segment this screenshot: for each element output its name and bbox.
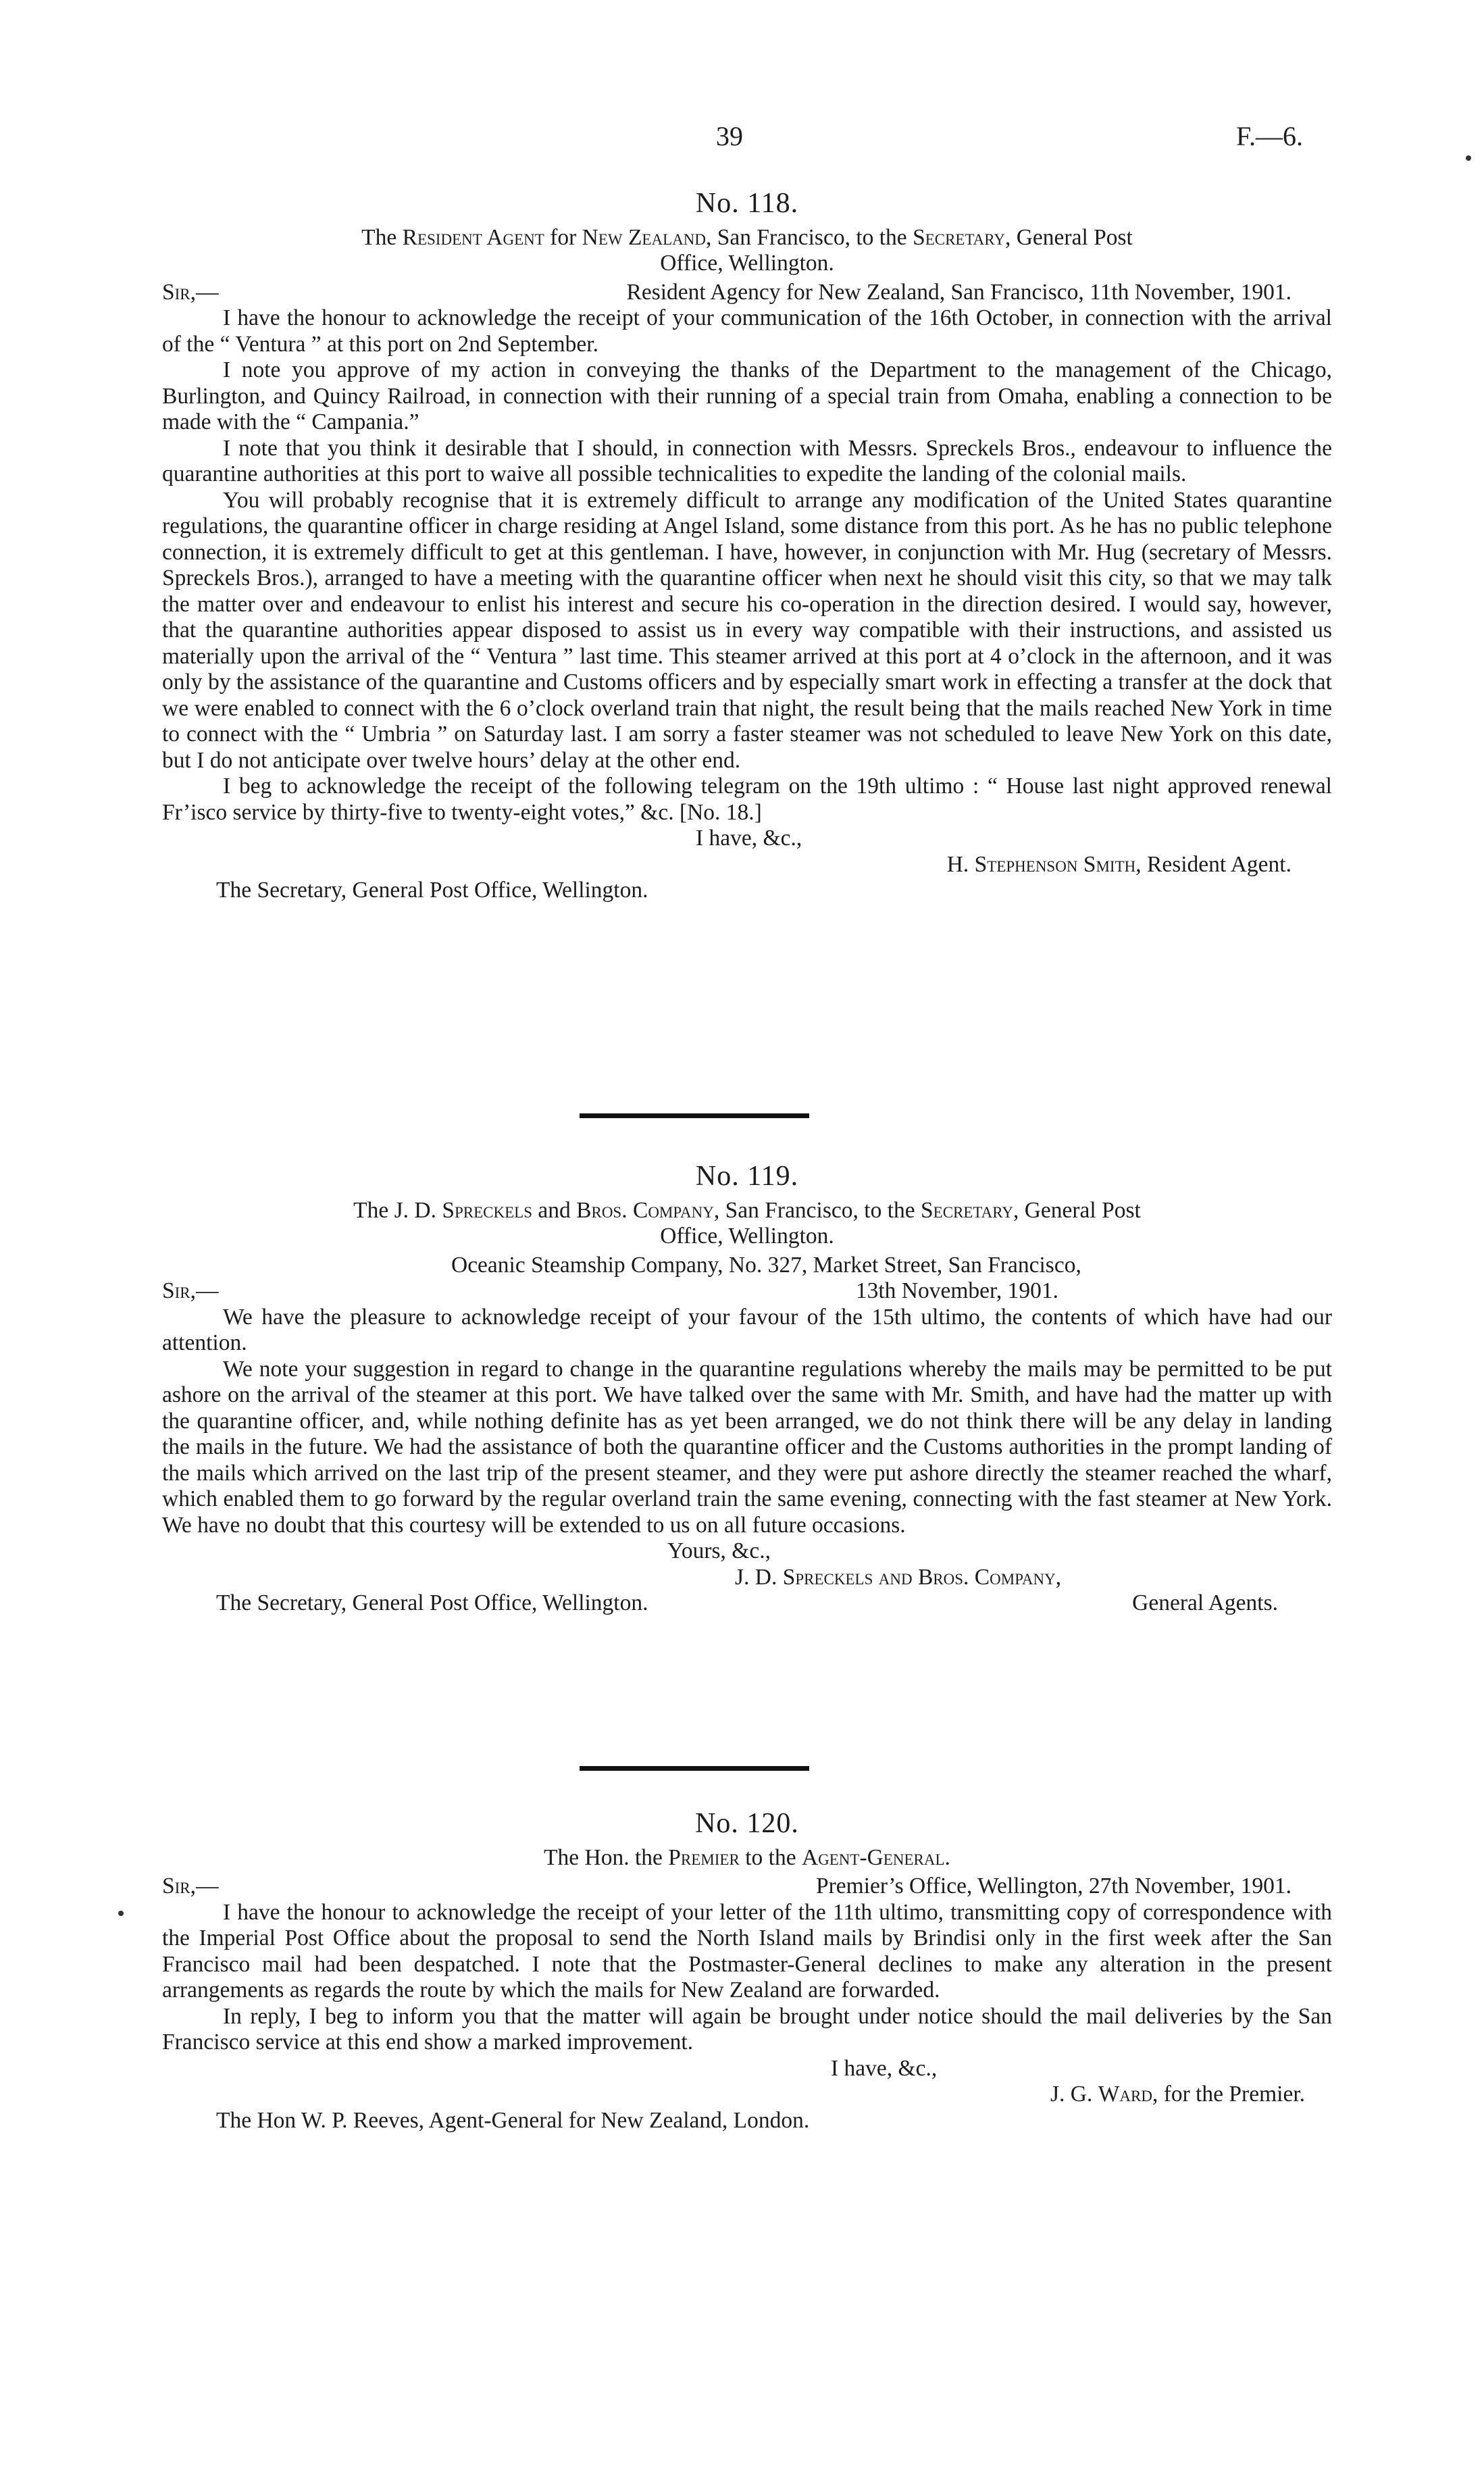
paragraph: We have the pleasure to acknowledge receipt of your favour of the 15th ultimo, the contents of which have had our attention. (162, 1304, 1332, 1355)
section-divider (580, 1766, 809, 1771)
paragraph: I beg to acknowledge the receipt of the following telegram on the 19th ultimo : “ House last night approved renewal Fr’isco service by thirty-five to twenty-eight votes,” &c. [No. 18.] (162, 774, 1332, 825)
letter-heading: The J. D. Spreckels and Bros. Company, San Francisco, to the Secretary, General Post Office, Wellington. (353, 1197, 1141, 1249)
closing: I have, &c., (696, 826, 802, 851)
addressee-line (162, 1590, 1332, 1617)
letter-120 (162, 1808, 1332, 2134)
signature-role: General Agents. (1132, 1590, 1278, 1615)
signature: J. D. Spreckels and Bros. Company, (735, 1564, 1062, 1590)
margin-speck (1466, 155, 1471, 161)
margin-speck (118, 1911, 124, 1916)
letter-118 (162, 188, 1332, 904)
paragraph: I have the honour to acknowledge the receipt of your letter of the 11th ultimo, transmitting copy of correspondence with the Imperial Post Office about the proposal to send the North Island mails by Brindisi only in the first week after the San Francisco mail had been despatched. I note that the Postmaster-General declines to make any alteration in the present arrangements as regards the route by which the mails for New Zealand are forwarded. (162, 1899, 1332, 2003)
dateline: Resident Agency for New Zealand, San Francisco, 11th November, 1901. (626, 279, 1291, 305)
salutation: Sir,— (162, 1873, 219, 1898)
document-reference: F.—6. (1236, 121, 1304, 151)
paragraph: I note you approve of my action in conveying the thanks of the Department to the management of the Chicago, Burlington, and Quincy Railroad, in connection with their running of a special train from Omaha, enabling a connection to be made with the “ Campania.” (162, 357, 1332, 434)
dateline-date: 13th November, 1901. (855, 1278, 1058, 1303)
dateline: Oceanic Steamship Company, No. 327, Market Street, San Francisco, (451, 1252, 1081, 1278)
letter-number: No. 120. (695, 1808, 799, 1839)
letter-heading: The Hon. the Premier to the Agent-General. (544, 1844, 950, 1870)
letter-number: No. 118. (695, 188, 799, 219)
page-number: 39 (716, 121, 743, 151)
signature: H. Stephenson Smith, Resident Agent. (946, 851, 1291, 877)
section-divider (580, 1113, 809, 1118)
letter-119 (162, 1163, 1332, 1617)
salutation: Sir,— (162, 279, 219, 305)
letter-number: No. 119. (695, 1161, 799, 1192)
closing: Yours, &c., (667, 1538, 771, 1563)
letter-heading: The Resident Agent for New Zealand, San Francisco, to the Secretary, General Post Office, Wellington. (361, 224, 1133, 276)
paragraph: We note your suggestion in regard to change in the quarantine regulations whereby the mails may be permitted to be put ashore on the arrival of the steamer at this port. We have talked over the same with Mr. Smith, and have had the matter up with the quarantine officer, and, while nothing definite has as yet been arranged, we do not think there will be any delay in landing the mails in the future. We had the assistance of both the quarantine officer and the Customs authorities in the prompt landing of the mails which arrived on the last trip of the present steamer, and they were put ashore directly the steamer reached the wharf, which enabled them to go forward by the regular overland train the same evening, connecting with the fast steamer at New York. We have no doubt that this courtesy will be extended to us on all future occasions. (162, 1356, 1332, 1538)
salutation-line (162, 1873, 1332, 1900)
paragraph: I note that you think it desirable that I should, in connection with Messrs. Spreckels Bros., endeavour to influence the quarantine authorities at this port to waive all possible technicalities to expedite the landing of the colonial mails. (162, 435, 1332, 486)
addressee: The Secretary, General Post Office, Wellington. (216, 878, 648, 903)
salutation-line (162, 280, 1332, 306)
signature: J. G. Ward, for the Premier. (1050, 2082, 1305, 2107)
closing: I have, &c., (831, 2055, 938, 2081)
paragraph: In reply, I beg to inform you that the matter will again be brought under notice should the mail deliveries by the San Francisco service at this end show a marked improvement. (162, 2003, 1332, 2055)
addressee: The Hon W. P. Reeves, Agent-General for New Zealand, London. (216, 2107, 810, 2133)
salutation: Sir,— (162, 1278, 219, 1303)
paragraph: I have the honour to acknowledge the receipt of your communication of the 16th October, in connection with the arrival of the “ Ventura ” at this port on 2nd September. (162, 305, 1332, 357)
salutation-line (162, 1278, 1332, 1305)
addressee: The Secretary, General Post Office, Wellington. (216, 1590, 648, 1615)
dateline: Premier’s Office, Wellington, 27th November, 1901. (816, 1873, 1291, 1898)
paragraph: You will probably recognise that it is extremely difficult to arrange any modification of the United States quarantine regulations, the quarantine officer in charge residing at Angel Island, some distance from this port. As he has no public telephone connection, it is extremely difficult to get at this gentleman. I have, however, in conjunction with Mr. Hug (secretary of Messrs. Spreckels Bros.), arranged to have a meeting with the quarantine officer when next he should visit this city, so that we may talk the matter over and endeavour to enlist his interest and secure his co-operation in the direction desired. I would say, however, that the quarantine authorities appear disposed to assist us in every way compatible with their instructions, and assisted us materially upon the arrival of the “ Ventura ” last time. This steamer arrived at this port at 4 o’clock in the afternoon, and it was only by the assistance of the quarantine and Customs officers and by especially smart work in effecting a transfer at the dock that we were enabled to connect with the 6 o’clock overland train that night, the result being that the mails reached New York in time to connect with the “ Umbria ” on Saturday last. I am sorry a faster steamer was not scheduled to leave New York on this date, but I do not anticipate over twelve hours’ delay at the other end. (162, 487, 1332, 773)
